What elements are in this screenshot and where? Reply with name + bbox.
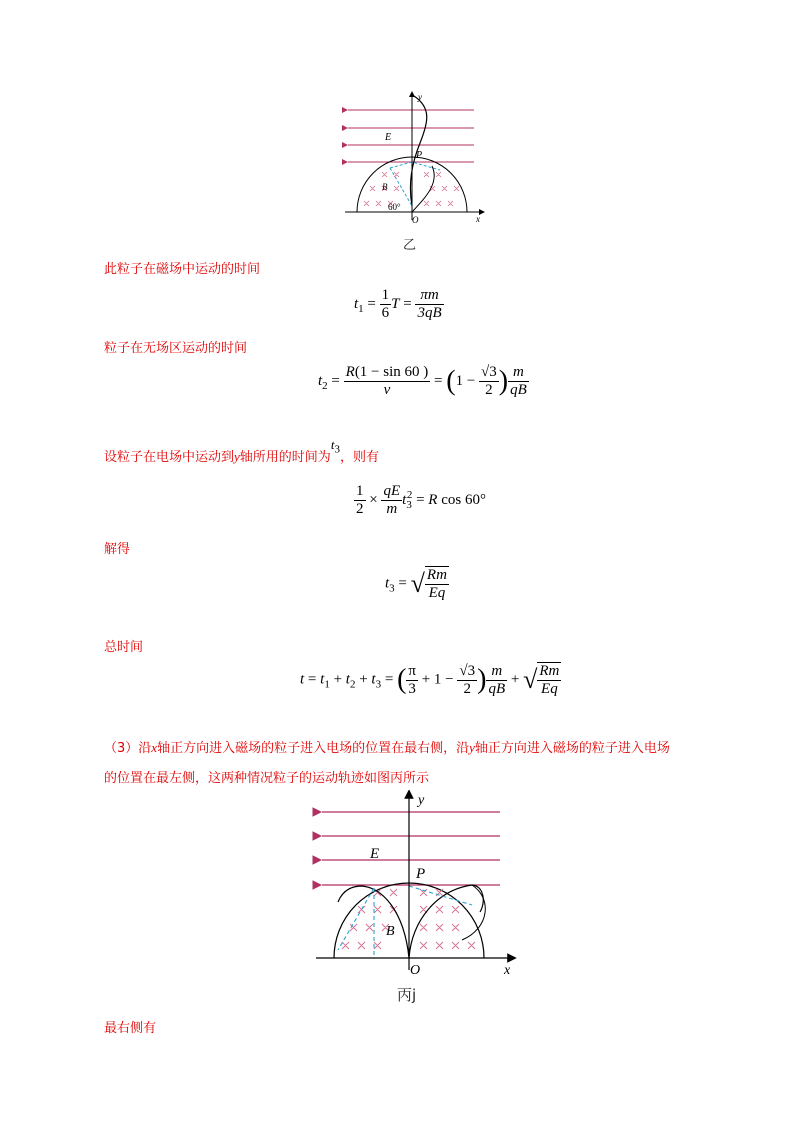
y-axis-label: y [418,793,425,808]
text-line-5: 总时间 [104,640,144,655]
figure-yi-diagram [340,88,490,248]
y-axis-label: y [418,92,422,102]
text-line-3-a: 设粒子在电场中运动到 [104,450,235,465]
label-p: P [416,150,423,161]
para3-x: x [151,740,158,755]
figure-caption-yi: 乙 [403,238,417,253]
equation-total: $t = t_1 + t_2 + t_3$ = ( $\frac{\pi}{3}$ + 1 − $\frac{√3}{2}$ ) $\frac{m}{qB}$ + √ $\frac{Rm}{Eq}$ [300,662,560,697]
label-p: P [416,866,426,882]
dashed-line [338,888,374,950]
label-e: E [370,846,380,862]
text-line-3-c: ，则有 [339,450,379,465]
text-line-3-var: y [234,449,240,464]
label-o: O [412,215,419,225]
text-line-3: 设粒子在电场中运动到y轴所用的时间为$t_3$，则有 [104,437,379,465]
dashed-line [409,886,472,905]
paragraph-3-line-1 [104,737,704,756]
angle-label: 60° [388,202,401,212]
text-line-2: 粒子在无场区运动的时间 [104,341,248,356]
figure-caption-bing: 丙j [397,986,417,1004]
dashed-radius [390,168,412,206]
para3-y: y [469,740,475,755]
para3-c: 轴正方向进入磁场的粒子进入电场 [474,741,670,756]
label-b: B [382,182,388,192]
text-line-1: 此粒子在磁场中运动的时间 [104,262,261,277]
label-o: O [410,963,421,978]
equation-t2: $t_2$ = $\frac{R(1 - \sin 60 )}{v}$ = (1 − $\frac{√3}{2}$ ) $\frac{m}{qB}$ [318,364,527,398]
label-e: E [385,132,392,143]
figure-bing-diagram [312,790,522,990]
label-b: B [386,924,395,939]
text-line-3-b: 轴所用的时间为 [239,450,331,465]
text-line-4: 解得 [104,542,131,557]
x-axis-label: x [504,963,511,978]
paragraph-3-line-2: 的位置在最左侧，这两种情况粒子的运动轨迹如图丙所示 [104,771,430,786]
para3-b: 轴正方向进入磁场的粒子进入电场的位置在最右侧，沿 [157,741,470,756]
para3-a: （3）沿 [104,741,152,756]
text-last-line: 最右侧有 [104,1021,157,1036]
trajectory-arc [412,166,434,212]
equation-electric: $\frac{1}{2}$ × $\frac{qE}{m}$ $t_3^2 = R$ cos 60° [356,483,486,517]
equation-t1: $t_1$ = $\frac{1}{6}$ T = $\frac{\pi m}{3qB}$ [354,287,442,321]
x-axis-label: x [476,214,480,224]
equation-t3: $t_3$ = √ $\frac{Rm}{Eq}$ [385,567,447,601]
